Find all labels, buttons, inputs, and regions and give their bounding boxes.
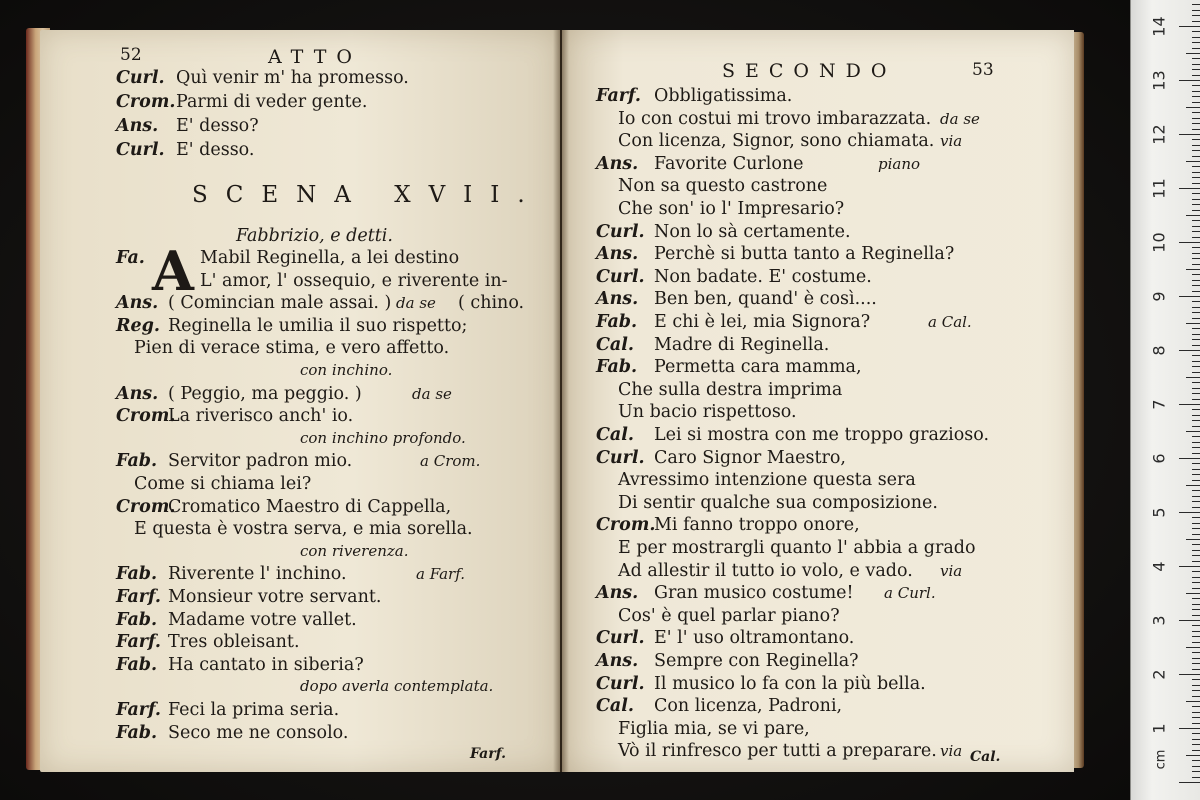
ruler-tick	[1192, 37, 1200, 38]
ruler-tick	[1192, 253, 1200, 254]
ruler-tick	[1192, 301, 1200, 302]
ruler-tick	[1192, 766, 1200, 767]
aside-direction: a Crom.	[420, 452, 481, 471]
ruler-tick	[1192, 204, 1200, 205]
ruler-tick	[1192, 48, 1200, 49]
stage-direction: con riverenza.	[300, 541, 409, 560]
ruler-tick	[1192, 237, 1200, 238]
verse-line: Cromatico Maestro di Cappella,	[168, 496, 452, 517]
ruler-tick	[1192, 609, 1200, 610]
ruler-tick	[1192, 453, 1200, 454]
verse-line: Pien di verace stima, e vero affetto.	[134, 338, 450, 359]
ruler-tick	[1192, 588, 1200, 589]
ruler-tick	[1192, 177, 1200, 178]
ruler-number: 9	[1149, 291, 1169, 302]
ruler-number: 11	[1149, 178, 1169, 199]
ruler-tick	[1179, 512, 1200, 513]
ruler-tick	[1192, 474, 1200, 475]
verse-line: Servitor padron mio.	[168, 451, 353, 472]
speaker-label: Cal.	[596, 425, 635, 445]
speaker-label: Farf.	[116, 587, 162, 607]
verse-line: Non lo sà certamente.	[654, 221, 851, 242]
ruler-tick	[1192, 231, 1200, 232]
verse-line: Con licenza, Signor, sono chiamata.	[618, 131, 935, 152]
ruler-tick	[1192, 382, 1200, 383]
ruler-tick	[1192, 679, 1200, 680]
verse-line: Ad allestir il tutto io volo, e vado.	[618, 560, 913, 581]
ruler-tick	[1192, 210, 1200, 211]
ruler-tick	[1179, 350, 1200, 351]
speaker-label: Crom.	[596, 515, 656, 536]
ruler-number: 5	[1149, 507, 1169, 518]
ruler-tick	[1192, 523, 1200, 524]
ruler-tick	[1192, 669, 1200, 670]
ruler-tick	[1192, 58, 1200, 59]
ruler-tick	[1192, 355, 1200, 356]
ruler-tick	[1179, 242, 1200, 243]
ruler-tick	[1192, 501, 1200, 502]
ruler-tick	[1179, 188, 1200, 189]
ruler-tick	[1192, 145, 1200, 146]
ruler-number: 6	[1149, 453, 1169, 464]
speaker-label: Curl.	[596, 447, 645, 468]
ruler-tick	[1186, 161, 1200, 162]
speaker-label: Farf.	[116, 700, 162, 720]
speaker-label: Curl.	[596, 221, 645, 242]
right-page-number: 53	[972, 60, 994, 80]
ruler-number: 10	[1149, 232, 1169, 253]
speaker-label: Cal.	[596, 334, 635, 355]
speaker-label: Fab.	[116, 609, 158, 630]
speaker-label: Ans.	[596, 583, 639, 604]
speaker-label: Fa.	[116, 248, 145, 268]
ruler-tick	[1192, 426, 1200, 427]
ruler-tick	[1192, 561, 1200, 562]
ruler-tick	[1179, 134, 1200, 135]
ruler-tick	[1192, 571, 1200, 572]
verse-line: Con licenza, Padroni,	[654, 696, 843, 717]
ruler-tick	[1186, 755, 1200, 756]
right-catchword: Cal.	[970, 749, 1001, 765]
ruler-tick	[1192, 760, 1200, 761]
aside-direction: via	[940, 561, 963, 580]
ruler-tick	[1192, 150, 1200, 151]
ruler-tick	[1192, 264, 1200, 265]
ruler-tick	[1192, 291, 1200, 292]
verse-line: ( Peggio, ma peggio. )	[168, 383, 362, 404]
ruler-tick	[1192, 636, 1200, 637]
verse-line: Sempre con Reginella?	[654, 651, 859, 671]
speaker-label: Curl.	[116, 68, 165, 88]
drop-cap: A	[152, 239, 194, 303]
ruler-tick	[1192, 706, 1200, 707]
ruler-tick	[1192, 652, 1200, 653]
verse-line: Reginella le umilia il suo rispetto;	[168, 315, 468, 336]
ruler-number: 2	[1149, 669, 1169, 680]
ruler-tick	[1192, 123, 1200, 124]
aside-direction: piano	[878, 154, 921, 173]
ruler-tick	[1192, 750, 1200, 751]
ruler-tick	[1192, 690, 1200, 691]
ruler-tick	[1192, 712, 1200, 713]
speaker-label: Fab.	[116, 564, 158, 585]
ruler-tick	[1192, 544, 1200, 545]
aside-direction: da se	[412, 384, 452, 403]
speaker-label: Ans.	[116, 383, 159, 404]
ruler-number: 8	[1149, 345, 1169, 356]
verse-line-end: ( chino.	[458, 293, 525, 314]
ruler-tick	[1179, 458, 1200, 459]
scene-characters: Fabbrizio, e detti.	[236, 226, 393, 246]
speaker-label: Farf.	[596, 86, 642, 106]
ruler-tick	[1192, 193, 1200, 194]
stage-direction: con inchino profondo.	[300, 428, 466, 447]
ruler-tick	[1192, 345, 1200, 346]
left-running-head: ATTO	[268, 46, 362, 68]
ruler-tick	[1192, 663, 1200, 664]
ruler-tick	[1192, 534, 1200, 535]
verse-line: E per mostrargli quanto l' abbia a grado	[618, 538, 976, 558]
verse-line: Mi fanno troppo onore,	[654, 515, 860, 536]
aside-direction: a Curl.	[884, 584, 936, 603]
ruler-unit-label: cm	[1153, 749, 1169, 770]
ruler-number: 14	[1149, 16, 1169, 37]
ruler-tick	[1192, 102, 1200, 103]
ruler-tick	[1186, 539, 1200, 540]
verse-line: Figlia mia, se vi pare,	[618, 718, 810, 739]
ruler-tick	[1179, 782, 1200, 783]
ruler-tick	[1192, 199, 1200, 200]
ruler-tick	[1192, 604, 1200, 605]
aside-direction: a Farf.	[416, 565, 465, 584]
verse-line: E' l' uso oltramontano.	[654, 628, 855, 649]
ruler-tick	[1186, 593, 1200, 594]
verse-line: Tres obleisant.	[168, 632, 300, 653]
ruler-tick	[1192, 21, 1200, 22]
ruler-tick	[1192, 415, 1200, 416]
ruler-tick	[1192, 771, 1200, 772]
ruler-tick	[1192, 399, 1200, 400]
ruler-tick	[1192, 226, 1200, 227]
speaker-label: Curl.	[116, 140, 165, 160]
verse-line: Un bacio rispettoso.	[618, 402, 797, 423]
ruler-tick	[1192, 112, 1200, 113]
ruler-tick	[1192, 15, 1200, 16]
ruler-tick	[1192, 91, 1200, 92]
ruler-tick	[1192, 420, 1200, 421]
aside-direction: da se	[396, 294, 436, 313]
ruler-tick	[1186, 485, 1200, 486]
ruler-tick	[1192, 625, 1200, 626]
aside-direction: via	[940, 132, 963, 151]
ruler-tick	[1192, 318, 1200, 319]
ruler-tick	[1192, 85, 1200, 86]
ruler-tick	[1192, 393, 1200, 394]
ruler-tick	[1192, 31, 1200, 32]
verse-line: E chi è lei, mia Signora?	[654, 312, 871, 332]
speaker-label: Curl.	[596, 266, 645, 287]
ruler-tick	[1192, 480, 1200, 481]
ruler-tick	[1186, 53, 1200, 54]
ruler-tick	[1192, 739, 1200, 740]
ruler-tick	[1192, 469, 1200, 470]
ruler-tick	[1192, 339, 1200, 340]
ruler-tick	[1179, 404, 1200, 405]
ruler-tick	[1192, 166, 1200, 167]
verse-line: Favorite Curlone	[654, 153, 804, 174]
verse-line: Monsieur votre servant.	[168, 587, 382, 607]
ruler-tick	[1179, 566, 1200, 567]
speaker-label: Ans.	[116, 293, 159, 314]
verse-line: Quì venir m' ha promesso.	[176, 68, 409, 88]
ruler-tick	[1192, 69, 1200, 70]
ruler-tick	[1192, 744, 1200, 745]
ruler-tick	[1192, 496, 1200, 497]
verse-line: E' desso.	[176, 140, 255, 160]
ruler-tick	[1192, 436, 1200, 437]
ruler-tick	[1186, 647, 1200, 648]
ruler-tick	[1179, 620, 1200, 621]
ruler-tick	[1192, 577, 1200, 578]
verse-line: Perchè si butta tanto a Reginella?	[654, 244, 955, 265]
speaker-label: Reg.	[116, 315, 161, 336]
verse-line: ( Comincian male assai. )	[168, 293, 392, 314]
ruler-tick	[1192, 139, 1200, 140]
verse-line: Mabil Reginella, a lei destino	[200, 248, 460, 268]
speaker-label: Curl.	[596, 673, 645, 694]
right-running-head: SECONDO	[722, 60, 897, 82]
ruler-tick	[1192, 96, 1200, 97]
stage-direction: con inchino.	[300, 361, 393, 379]
speaker-label: Cal.	[596, 696, 635, 717]
speaker-label: Ans.	[116, 116, 159, 136]
left-catchword: Farf.	[470, 746, 507, 762]
ruler-tick	[1192, 366, 1200, 367]
ruler-tick	[1192, 528, 1200, 529]
ruler-tick	[1192, 274, 1200, 275]
ruler-tick	[1192, 696, 1200, 697]
verse-line: Avressimo intenzione questa sera	[618, 470, 916, 491]
verse-line: Io con costui mi trovo imbarazzata.	[618, 108, 932, 129]
ruler-tick	[1192, 409, 1200, 410]
speaker-label: Crom.	[116, 92, 176, 112]
ruler-tick	[1192, 685, 1200, 686]
ruler-tick	[1192, 183, 1200, 184]
verse-line: Ben ben, quand' è così....	[654, 289, 877, 310]
ruler-tick	[1192, 75, 1200, 76]
book-gutter	[553, 30, 569, 772]
speaker-label: Fab.	[116, 451, 158, 472]
speaker-label: Fab.	[596, 357, 638, 378]
ruler-tick	[1192, 723, 1200, 724]
ruler-tick	[1179, 26, 1200, 27]
ruler-tick	[1186, 107, 1200, 108]
ruler-tick	[1192, 280, 1200, 281]
ruler-tick	[1192, 10, 1200, 11]
ruler-tick	[1186, 701, 1200, 702]
speaker-label: Ans.	[596, 651, 639, 671]
ruler-tick	[1192, 598, 1200, 599]
ruler-number: 3	[1149, 615, 1169, 626]
verse-line: Seco me ne consolo.	[168, 722, 349, 743]
verse-line: Riverente l' inchino.	[168, 564, 347, 585]
ruler-tick	[1192, 4, 1200, 5]
verse-line: Parmi di veder gente.	[176, 92, 368, 112]
verse-line: Lei si mostra con me troppo grazioso.	[654, 425, 990, 445]
ruler-number: 13	[1149, 70, 1169, 91]
verse-line: Non sa questo castrone	[618, 176, 828, 197]
ruler-number: 1	[1149, 723, 1169, 734]
ruler-tick	[1192, 220, 1200, 221]
ruler-number: 12	[1149, 124, 1169, 145]
ruler-tick	[1192, 285, 1200, 286]
ruler-tick	[1192, 717, 1200, 718]
ruler-tick	[1192, 507, 1200, 508]
verse-line: Madre di Reginella.	[654, 334, 830, 355]
measuring-ruler	[1130, 0, 1200, 800]
verse-line: Cos' è quel parlar piano?	[618, 605, 840, 626]
verse-line: Che son' io l' Impresario?	[618, 199, 845, 219]
ruler-tick	[1192, 118, 1200, 119]
verse-line: Vò il rinfresco per tutti a preparare.	[618, 741, 937, 762]
ruler-tick	[1179, 296, 1200, 297]
verse-line: La riverisco anch' io.	[168, 406, 354, 427]
ruler-tick	[1192, 129, 1200, 130]
verse-line: Il musico lo fa con la più bella.	[654, 673, 926, 694]
speaker-label: Crom.	[116, 406, 176, 427]
ruler-tick	[1192, 490, 1200, 491]
ruler-tick	[1192, 258, 1200, 259]
ruler-tick	[1192, 777, 1200, 778]
ruler-tick	[1179, 728, 1200, 729]
speaker-label: Farf.	[116, 632, 162, 653]
ruler-tick	[1192, 517, 1200, 518]
verse-line: Permetta cara mamma,	[654, 357, 862, 378]
speaker-label: Fab.	[116, 654, 158, 675]
verse-line: Ha cantato in siberia?	[168, 654, 364, 675]
ruler-tick	[1179, 80, 1200, 81]
speaker-label: Fab.	[116, 722, 158, 743]
verse-line: Come si chiama lei?	[134, 474, 312, 494]
ruler-number: 7	[1149, 399, 1169, 410]
ruler-tick	[1192, 307, 1200, 308]
verse-line: Di sentir qualche sua composizione.	[618, 492, 938, 513]
ruler-tick	[1192, 463, 1200, 464]
verse-line: Madame votre vallet.	[168, 609, 357, 630]
aside-direction: a Cal.	[928, 313, 972, 331]
verse-line: Feci la prima seria.	[168, 700, 340, 720]
ruler-tick	[1192, 615, 1200, 616]
ruler-tick	[1186, 323, 1200, 324]
ruler-tick	[1192, 372, 1200, 373]
ruler-tick	[1192, 42, 1200, 43]
ruler-tick	[1192, 442, 1200, 443]
verse-line: Caro Signor Maestro,	[654, 447, 846, 468]
ruler-tick	[1192, 312, 1200, 313]
verse-line: Non badate. E' costume.	[654, 266, 872, 287]
ruler-tick	[1192, 631, 1200, 632]
stage-direction: dopo averla contemplata.	[300, 677, 494, 696]
ruler-number: 4	[1149, 561, 1169, 572]
aside-direction: da se	[940, 109, 980, 128]
speaker-label: Curl.	[596, 628, 645, 649]
speaker-label: Ans.	[596, 153, 639, 174]
ruler-tick	[1192, 658, 1200, 659]
verse-line: E questa è vostra serva, e mia sorella.	[134, 519, 473, 540]
verse-line: Gran musico costume!	[654, 583, 854, 604]
ruler-tick	[1192, 642, 1200, 643]
ruler-tick	[1192, 334, 1200, 335]
ruler-tick	[1186, 377, 1200, 378]
ruler-tick	[1192, 247, 1200, 248]
speaker-label: Crom.	[116, 496, 176, 517]
scene-title: SCENA XVII.	[192, 182, 543, 208]
aside-direction: via	[940, 742, 963, 761]
ruler-tick	[1192, 361, 1200, 362]
ruler-tick	[1192, 328, 1200, 329]
ruler-tick	[1192, 172, 1200, 173]
ruler-tick	[1186, 269, 1200, 270]
ruler-tick	[1192, 733, 1200, 734]
speaker-label: Fab.	[596, 312, 638, 332]
verse-line: Obbligatissima.	[654, 86, 793, 106]
ruler-tick	[1186, 215, 1200, 216]
speaker-label: Ans.	[596, 289, 639, 310]
ruler-tick	[1192, 550, 1200, 551]
ruler-tick	[1192, 447, 1200, 448]
ruler-tick	[1192, 582, 1200, 583]
ruler-tick	[1179, 674, 1200, 675]
ruler-tick	[1192, 156, 1200, 157]
speaker-label: Ans.	[596, 244, 639, 265]
verse-line: L' amor, l' ossequio, e riverente in-	[200, 270, 508, 291]
ruler-tick	[1186, 431, 1200, 432]
ruler-tick	[1192, 64, 1200, 65]
ruler-tick	[1192, 555, 1200, 556]
ruler-tick	[1192, 388, 1200, 389]
verse-line: Che sulla destra imprima	[618, 379, 843, 400]
left-page-number: 52	[120, 45, 142, 65]
verse-line: E' desso?	[176, 116, 259, 136]
